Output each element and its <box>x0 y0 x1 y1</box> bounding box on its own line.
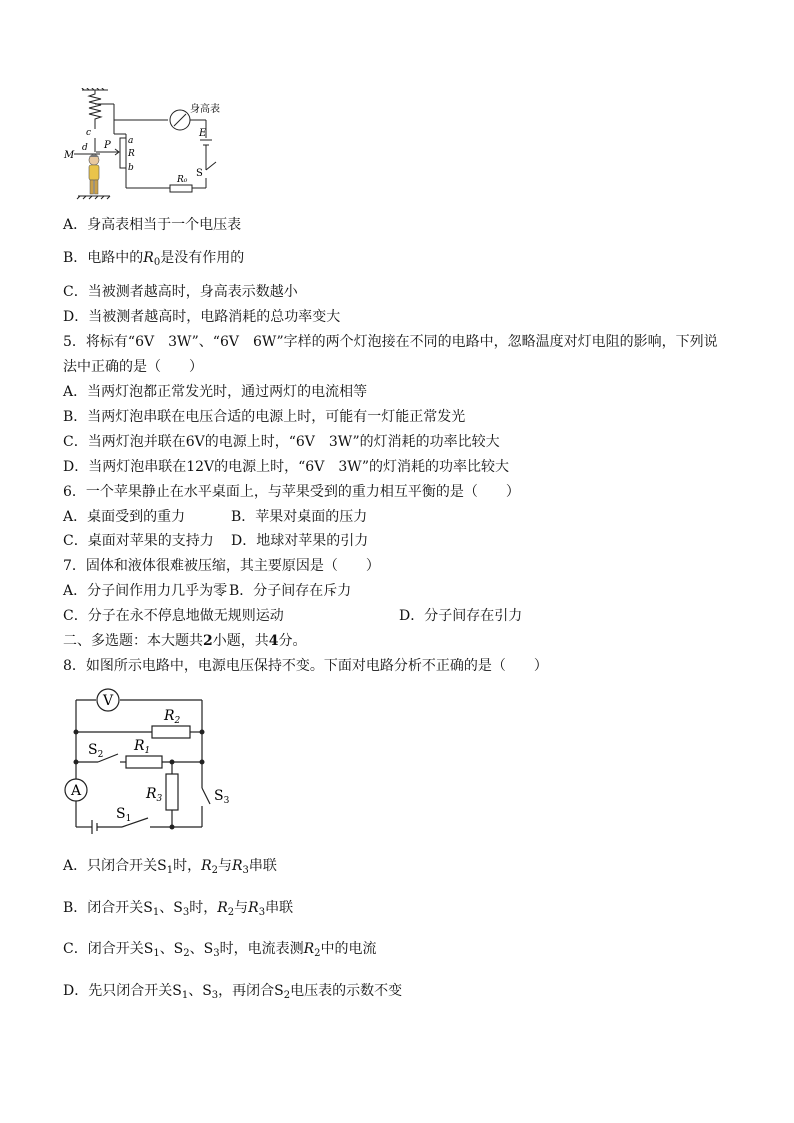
q7-option-a: A．分子间作用力几乎为零 <box>63 583 228 599</box>
q8-stem: 8．如图所示电路中，电源电压保持不变。下面对电路分析不正确的是（ ） <box>63 658 548 674</box>
q5-stem-line1: 5．将标有“6V 3W”、“6V 6W”字样的两个灯泡接在不同的电路中，忽略温度对灯电阻的影响，下列说 <box>63 334 718 350</box>
label-b: b <box>128 163 134 173</box>
q6-option-d: D．地球对苹果的引力 <box>231 533 369 549</box>
q4-option-d: D．当被测者越高时，电路消耗的总功率变大 <box>63 309 341 325</box>
q8-option-a: A．只闭合开关$S_1$时，$R_2$与$R_3$串联 <box>63 858 277 876</box>
q5-option-d: D．当两灯泡串联在12V的电源上时，“6V 3W”的灯消耗的功率比较大 <box>63 459 510 475</box>
circuit-figure-q8 <box>62 684 242 834</box>
q6-option-a: A．桌面受到的重力 <box>63 509 186 525</box>
label-R: R <box>128 149 135 159</box>
q8-option-b: B．闭合开关$S_1$、$S_3$时，$R_2$与$R_3$串联 <box>63 900 294 918</box>
q4-option-b: B．电路中的$R_0$是没有作用的 <box>63 250 245 268</box>
label-a: a <box>128 136 134 146</box>
label-S2: $S_2$ <box>88 742 104 760</box>
q5-option-a: A．当两灯泡都正常发光时，通过两灯的电流相等 <box>63 384 368 400</box>
q8-option-c: C．闭合开关$S_1$、$S_2$、$S_3$时，电流表测$R_2$中的电流 <box>63 941 377 959</box>
ammeter-label: A <box>71 783 82 799</box>
label-S: S <box>196 168 203 179</box>
q6-option-c: C．桌面对苹果的支持力 <box>63 533 214 549</box>
label-R2: $R_2$ <box>164 708 181 726</box>
label-E: E <box>199 128 207 139</box>
q7-option-d: D．分子间存在引力 <box>399 608 523 624</box>
label-S1: $S_1$ <box>116 806 132 824</box>
person-icon <box>89 154 99 194</box>
q5-stem-line2: 法中正确的是（ ） <box>63 359 203 375</box>
label-S3: $S_3$ <box>214 788 230 806</box>
voltmeter-label: V <box>103 693 114 709</box>
height-meter-circuit-figure <box>60 88 240 200</box>
q6-stem: 6．一个苹果静止在水平桌面上，与苹果受到的重力相互平衡的是（ ） <box>63 484 520 500</box>
q7-option-c: C．分子在永不停息地做无规则运动 <box>63 608 284 624</box>
label-R1: $R_1$ <box>134 738 151 756</box>
q4-option-a: A．身高表相当于一个电压表 <box>63 217 242 233</box>
section-2-heading: 二、多选题：本大题共2小题，共4分。 <box>63 633 307 649</box>
q7-stem: 7．固体和液体很难被压缩，其主要原因是（ ） <box>63 558 380 574</box>
label-d: d <box>82 143 88 153</box>
q5-option-c: C．当两灯泡并联在6V的电源上时，“6V 3W”的灯消耗的功率比较大 <box>63 434 500 450</box>
q5-option-b: B．当两灯泡串联在电压合适的电源上时，可能有一灯能正常发光 <box>63 409 466 425</box>
q4-option-c: C．当被测者越高时，身高表示数越小 <box>63 284 298 300</box>
label-c: c <box>86 128 92 138</box>
label-meter: 身高表 <box>190 104 220 115</box>
label-P: P <box>104 140 111 151</box>
q7-option-b: B．分子间存在斥力 <box>229 583 352 599</box>
label-M: M <box>64 150 75 161</box>
label-R3: $R_3$ <box>146 786 163 804</box>
q6-option-b: B．苹果对桌面的压力 <box>231 509 368 525</box>
label-R0: R₀ <box>177 175 188 185</box>
q8-option-d: D．先只闭合开关$S_1$、$S_3$，再闭合$S_2$电压表的示数不变 <box>63 983 403 1001</box>
